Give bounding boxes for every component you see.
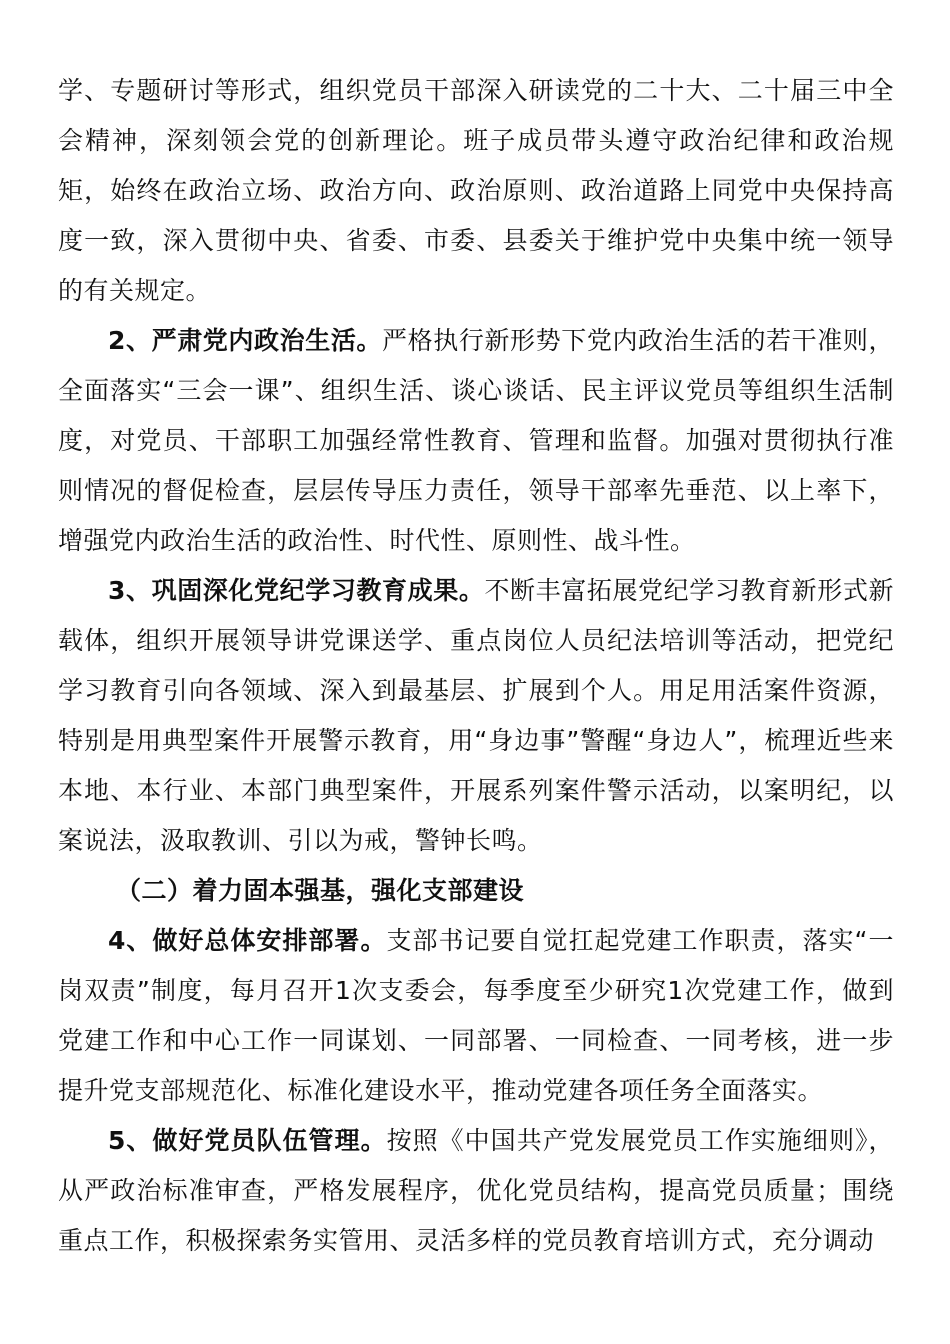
item-3-text: 不断丰富拓展党纪学习教育新形式新载体，组织开展领导讲党课送学、重点岗位人员纪法培训等活动，把党纪学习教育引向各领域、深入到最基层、扩展到个人。用足用活案件资源，特别是用典型案件开展警示教育，用“身边事”警醒“身边人”，梳理近些来本地、本行业、本部门典型案件，开展系列案件警示活动，以案明纪，以案说法，汲取教训、引以为戒，警钟长鸣。 — [58, 576, 894, 855]
item-5-text: 按照《中国共产党发展党员工作实施细则》，从严政治标准审查，严格发展程序，优化党员结构，提高党员质量；围绕重点工作，积极探索务实管用、灵活多样的党员教育培训方式，充分调动 — [58, 1126, 894, 1255]
section-heading-2: （二）着力固本强基，强化支部建设 — [116, 876, 525, 905]
paragraph-item-5 — [58, 1116, 894, 1266]
paragraph-political-discipline-continued — [58, 66, 894, 316]
paragraph-text: 学、专题研讨等形式，组织党员干部深入研读党的二十大、二十届三中全会精神，深刻领会党的创新理论。班子成员带头遵守政治纪律和政治规矩，始终在政治立场、政治方向、政治原则、政治道路上同党中央保持高度一致，深入贯彻中央、省委、市委、县委关于维护党中央集中统一领导的有关规定。 — [58, 76, 894, 305]
item-4-text: 支部书记要自觉扛起党建工作职责，落实“一岗双责”制度，每月召开1次支委会，每季度至少研究1次党建工作，做到党建工作和中心工作一同谋划、一同部署、一同检查、一同考核，进一步提升党支部规范化、标准化建设水平，推动党建各项任务全面落实。 — [58, 926, 894, 1105]
document-page — [58, 66, 894, 1266]
item-2-text: 严格执行新形势下党内政治生活的若干准则，全面落实“三会一课”、组织生活、谈心谈话、民主评议党员等组织生活制度，对党员、干部职工加强经常性教育、管理和监督。加强对贯彻执行准则情况的督促检查，层层传导压力责任，领导干部率先垂范、以上率下，增强党内政治生活的政治性、时代性、原则性、战斗性。 — [58, 326, 894, 555]
paragraph-item-4 — [58, 916, 894, 1116]
item-2-heading: 2、严肃党内政治生活。 — [108, 326, 383, 355]
paragraph-item-2 — [58, 316, 894, 566]
item-5-heading: 5、做好党员队伍管理。 — [108, 1126, 387, 1155]
paragraph-item-3 — [58, 566, 894, 866]
item-4-heading: 4、做好总体安排部署。 — [108, 926, 387, 955]
item-3-heading: 3、巩固深化党纪学习教育成果。 — [108, 576, 485, 605]
